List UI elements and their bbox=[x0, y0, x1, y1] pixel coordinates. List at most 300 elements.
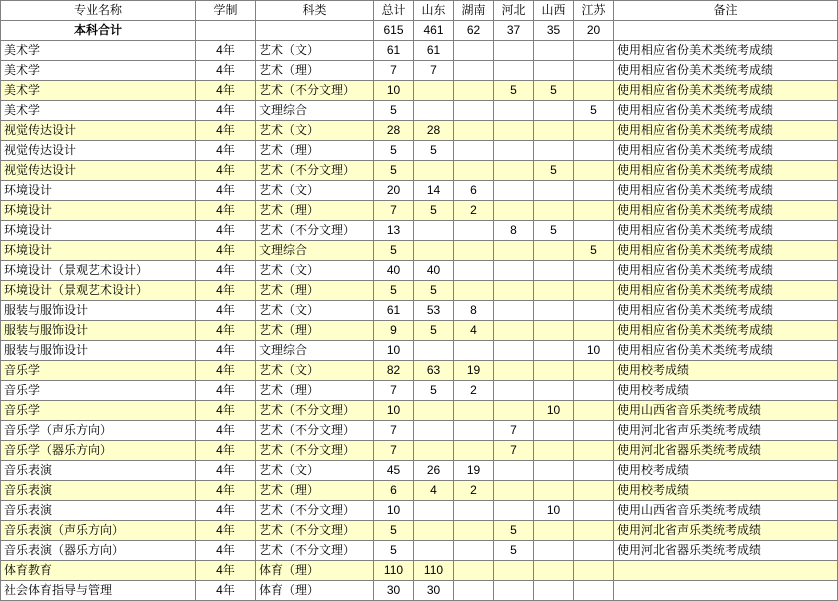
cell-province-1: 19 bbox=[454, 361, 494, 381]
table-row bbox=[1, 461, 838, 481]
cell-total: 20 bbox=[374, 181, 414, 201]
cell-length: 4年 bbox=[196, 581, 256, 601]
cell-length: 4年 bbox=[196, 221, 256, 241]
table-row bbox=[1, 401, 838, 421]
cell-province-1 bbox=[454, 541, 494, 561]
cell-province-4 bbox=[574, 481, 614, 501]
cell-total: 5 bbox=[374, 101, 414, 121]
cell-province-1: 2 bbox=[454, 201, 494, 221]
cell-province-0 bbox=[414, 521, 454, 541]
table-row bbox=[1, 441, 838, 461]
cell-category: 艺术（不分文理） bbox=[256, 521, 374, 541]
table-row bbox=[1, 541, 838, 561]
cell-province-4 bbox=[574, 581, 614, 601]
table-row bbox=[1, 481, 838, 501]
cell-province-1 bbox=[454, 141, 494, 161]
cell-note: 使用相应省份美术类统考成绩 bbox=[614, 321, 838, 341]
cell-province-2 bbox=[494, 501, 534, 521]
cell-province-2 bbox=[494, 61, 534, 81]
cell-province-4 bbox=[574, 181, 614, 201]
cell-note: 使用相应省份美术类统考成绩 bbox=[614, 201, 838, 221]
cell-length: 4年 bbox=[196, 241, 256, 261]
cell-province-3 bbox=[534, 361, 574, 381]
cell-length: 4年 bbox=[196, 401, 256, 421]
cell-note: 使用相应省份美术类统考成绩 bbox=[614, 41, 838, 61]
cell-note: 使用相应省份美术类统考成绩 bbox=[614, 61, 838, 81]
cell-province-2: 37 bbox=[494, 21, 534, 41]
cell-category: 艺术（理） bbox=[256, 201, 374, 221]
cell-note: 使用校考成绩 bbox=[614, 481, 838, 501]
cell-category: 艺术（理） bbox=[256, 281, 374, 301]
cell-province-3: 5 bbox=[534, 221, 574, 241]
cell-total: 5 bbox=[374, 281, 414, 301]
cell-major: 视觉传达设计 bbox=[1, 161, 196, 181]
cell-province-1 bbox=[454, 121, 494, 141]
cell-province-3 bbox=[534, 281, 574, 301]
cell-total: 61 bbox=[374, 301, 414, 321]
cell-note: 使用相应省份美术类统考成绩 bbox=[614, 161, 838, 181]
table-body bbox=[1, 21, 838, 601]
cell-total: 615 bbox=[374, 21, 414, 41]
cell-province-4: 20 bbox=[574, 21, 614, 41]
cell-note: 使用河北省器乐类统考成绩 bbox=[614, 541, 838, 561]
cell-length: 4年 bbox=[196, 541, 256, 561]
cell-province-1 bbox=[454, 401, 494, 421]
table-header bbox=[1, 1, 838, 21]
cell-category: 艺术（文） bbox=[256, 361, 374, 381]
cell-province-2 bbox=[494, 301, 534, 321]
cell-total: 5 bbox=[374, 521, 414, 541]
cell-province-3: 5 bbox=[534, 161, 574, 181]
cell-total: 9 bbox=[374, 321, 414, 341]
cell-category: 艺术（文） bbox=[256, 181, 374, 201]
table-row bbox=[1, 61, 838, 81]
cell-total: 10 bbox=[374, 401, 414, 421]
cell-major: 音乐表演 bbox=[1, 461, 196, 481]
cell-length: 4年 bbox=[196, 61, 256, 81]
cell-province-2 bbox=[494, 461, 534, 481]
cell-total: 10 bbox=[374, 501, 414, 521]
cell-category: 体育（理） bbox=[256, 581, 374, 601]
cell-province-0 bbox=[414, 441, 454, 461]
cell-province-0: 61 bbox=[414, 41, 454, 61]
cell-province-0: 5 bbox=[414, 281, 454, 301]
cell-province-0: 26 bbox=[414, 461, 454, 481]
cell-total: 5 bbox=[374, 141, 414, 161]
cell-province-1 bbox=[454, 441, 494, 461]
cell-total: 7 bbox=[374, 421, 414, 441]
cell-total: 7 bbox=[374, 381, 414, 401]
cell-province-0 bbox=[414, 161, 454, 181]
cell-length: 4年 bbox=[196, 141, 256, 161]
cell-major: 音乐表演（声乐方向） bbox=[1, 521, 196, 541]
cell-total: 10 bbox=[374, 341, 414, 361]
cell-province-1 bbox=[454, 241, 494, 261]
cell-province-4 bbox=[574, 61, 614, 81]
cell-province-4 bbox=[574, 221, 614, 241]
cell-province-2: 5 bbox=[494, 81, 534, 101]
cell-province-2 bbox=[494, 341, 534, 361]
cell-province-3: 5 bbox=[534, 81, 574, 101]
cell-note: 使用校考成绩 bbox=[614, 361, 838, 381]
cell-province-4 bbox=[574, 401, 614, 421]
cell-major: 美术学 bbox=[1, 101, 196, 121]
column-header-province-hebei: 河北 bbox=[494, 1, 534, 21]
cell-province-0: 30 bbox=[414, 581, 454, 601]
table-row bbox=[1, 181, 838, 201]
table-row bbox=[1, 101, 838, 121]
cell-length: 4年 bbox=[196, 181, 256, 201]
cell-province-4 bbox=[574, 461, 614, 481]
cell-note bbox=[614, 21, 838, 41]
cell-length: 4年 bbox=[196, 441, 256, 461]
cell-category: 艺术（文） bbox=[256, 41, 374, 61]
cell-total: 110 bbox=[374, 561, 414, 581]
cell-province-1 bbox=[454, 281, 494, 301]
cell-province-1 bbox=[454, 161, 494, 181]
cell-length: 4年 bbox=[196, 321, 256, 341]
cell-province-4 bbox=[574, 281, 614, 301]
cell-note: 使用河北省声乐类统考成绩 bbox=[614, 421, 838, 441]
table-row-total bbox=[1, 21, 838, 41]
cell-province-0: 40 bbox=[414, 261, 454, 281]
cell-province-4: 5 bbox=[574, 101, 614, 121]
cell-province-3 bbox=[534, 481, 574, 501]
cell-major: 音乐学 bbox=[1, 381, 196, 401]
cell-total: 5 bbox=[374, 161, 414, 181]
table-row bbox=[1, 501, 838, 521]
cell-total: 13 bbox=[374, 221, 414, 241]
cell-province-3 bbox=[534, 561, 574, 581]
cell-length: 4年 bbox=[196, 461, 256, 481]
cell-province-3 bbox=[534, 381, 574, 401]
column-header-province-shandong: 山东 bbox=[414, 1, 454, 21]
cell-note: 使用相应省份美术类统考成绩 bbox=[614, 81, 838, 101]
cell-total: 10 bbox=[374, 81, 414, 101]
cell-category: 艺术（文） bbox=[256, 261, 374, 281]
cell-province-0: 4 bbox=[414, 481, 454, 501]
cell-length: 4年 bbox=[196, 381, 256, 401]
cell-province-4 bbox=[574, 121, 614, 141]
column-header-note: 备注 bbox=[614, 1, 838, 21]
cell-length: 4年 bbox=[196, 421, 256, 441]
cell-note: 使用相应省份美术类统考成绩 bbox=[614, 181, 838, 201]
cell-province-1 bbox=[454, 41, 494, 61]
cell-length: 4年 bbox=[196, 41, 256, 61]
table-row bbox=[1, 241, 838, 261]
cell-province-1 bbox=[454, 341, 494, 361]
table-row bbox=[1, 81, 838, 101]
cell-major: 服装与服饰设计 bbox=[1, 301, 196, 321]
column-header-province-jiangsu: 江苏 bbox=[574, 1, 614, 21]
cell-province-1 bbox=[454, 521, 494, 541]
cell-province-3 bbox=[534, 421, 574, 441]
cell-province-4 bbox=[574, 441, 614, 461]
cell-province-0: 7 bbox=[414, 61, 454, 81]
cell-note: 使用相应省份美术类统考成绩 bbox=[614, 221, 838, 241]
table-row bbox=[1, 281, 838, 301]
cell-province-2: 8 bbox=[494, 221, 534, 241]
cell-category: 艺术（理） bbox=[256, 141, 374, 161]
cell-province-3 bbox=[534, 581, 574, 601]
cell-total: 28 bbox=[374, 121, 414, 141]
cell-province-2 bbox=[494, 101, 534, 121]
cell-major: 服装与服饰设计 bbox=[1, 321, 196, 341]
cell-major: 环境设计 bbox=[1, 221, 196, 241]
cell-province-0: 5 bbox=[414, 201, 454, 221]
cell-major: 音乐学（器乐方向） bbox=[1, 441, 196, 461]
cell-province-2 bbox=[494, 481, 534, 501]
table-row bbox=[1, 261, 838, 281]
cell-major: 音乐学（声乐方向） bbox=[1, 421, 196, 441]
cell-province-2 bbox=[494, 141, 534, 161]
cell-total: 82 bbox=[374, 361, 414, 381]
cell-major: 服装与服饰设计 bbox=[1, 341, 196, 361]
table-row bbox=[1, 321, 838, 341]
cell-province-3 bbox=[534, 541, 574, 561]
cell-major: 环境设计（景观艺术设计） bbox=[1, 261, 196, 281]
cell-major: 音乐表演 bbox=[1, 501, 196, 521]
cell-province-0: 5 bbox=[414, 381, 454, 401]
cell-major: 环境设计 bbox=[1, 241, 196, 261]
cell-province-4 bbox=[574, 201, 614, 221]
table-row bbox=[1, 361, 838, 381]
cell-category: 文理综合 bbox=[256, 341, 374, 361]
column-header-category: 科类 bbox=[256, 1, 374, 21]
cell-province-4 bbox=[574, 521, 614, 541]
cell-province-0: 5 bbox=[414, 141, 454, 161]
column-header-total: 总计 bbox=[374, 1, 414, 21]
cell-province-2 bbox=[494, 381, 534, 401]
cell-major: 体育教育 bbox=[1, 561, 196, 581]
cell-province-1: 8 bbox=[454, 301, 494, 321]
cell-province-4 bbox=[574, 561, 614, 581]
cell-province-0: 5 bbox=[414, 321, 454, 341]
cell-length: 4年 bbox=[196, 561, 256, 581]
cell-province-2 bbox=[494, 261, 534, 281]
cell-province-2: 7 bbox=[494, 421, 534, 441]
cell-province-4 bbox=[574, 261, 614, 281]
cell-province-0: 461 bbox=[414, 21, 454, 41]
cell-category: 文理综合 bbox=[256, 101, 374, 121]
cell-note: 使用相应省份美术类统考成绩 bbox=[614, 241, 838, 261]
cell-province-0 bbox=[414, 421, 454, 441]
cell-note: 使用相应省份美术类统考成绩 bbox=[614, 341, 838, 361]
cell-province-4 bbox=[574, 541, 614, 561]
cell-category: 艺术（理） bbox=[256, 481, 374, 501]
cell-note: 使用河北省器乐类统考成绩 bbox=[614, 441, 838, 461]
table-row bbox=[1, 201, 838, 221]
cell-province-4 bbox=[574, 421, 614, 441]
cell-note: 使用相应省份美术类统考成绩 bbox=[614, 281, 838, 301]
cell-category: 艺术（理） bbox=[256, 321, 374, 341]
cell-province-3 bbox=[534, 101, 574, 121]
cell-total: 5 bbox=[374, 541, 414, 561]
cell-province-3 bbox=[534, 321, 574, 341]
cell-category: 艺术（文） bbox=[256, 461, 374, 481]
cell-note: 使用相应省份美术类统考成绩 bbox=[614, 261, 838, 281]
cell-province-4 bbox=[574, 41, 614, 61]
cell-province-4 bbox=[574, 381, 614, 401]
cell-total: 30 bbox=[374, 581, 414, 601]
cell-province-2 bbox=[494, 41, 534, 61]
cell-category: 艺术（不分文理） bbox=[256, 81, 374, 101]
cell-province-0: 53 bbox=[414, 301, 454, 321]
cell-province-2: 7 bbox=[494, 441, 534, 461]
cell-province-3 bbox=[534, 241, 574, 261]
cell-province-3: 35 bbox=[534, 21, 574, 41]
cell-category bbox=[256, 21, 374, 41]
cell-length: 4年 bbox=[196, 361, 256, 381]
cell-province-0 bbox=[414, 101, 454, 121]
cell-major: 本科合计 bbox=[1, 21, 196, 41]
cell-major: 社会体育指导与管理 bbox=[1, 581, 196, 601]
cell-province-2 bbox=[494, 241, 534, 261]
cell-province-0 bbox=[414, 541, 454, 561]
cell-province-2: 5 bbox=[494, 541, 534, 561]
cell-province-2 bbox=[494, 581, 534, 601]
cell-province-1: 6 bbox=[454, 181, 494, 201]
cell-total: 7 bbox=[374, 201, 414, 221]
cell-province-2 bbox=[494, 201, 534, 221]
cell-province-4 bbox=[574, 321, 614, 341]
cell-major: 环境设计 bbox=[1, 181, 196, 201]
cell-province-0: 14 bbox=[414, 181, 454, 201]
column-header-province-hunan: 湖南 bbox=[454, 1, 494, 21]
cell-total: 45 bbox=[374, 461, 414, 481]
cell-note: 使用校考成绩 bbox=[614, 381, 838, 401]
cell-province-4 bbox=[574, 301, 614, 321]
cell-province-1 bbox=[454, 581, 494, 601]
cell-province-3 bbox=[534, 341, 574, 361]
cell-major: 环境设计（景观艺术设计） bbox=[1, 281, 196, 301]
cell-province-2: 5 bbox=[494, 521, 534, 541]
cell-category: 艺术（不分文理） bbox=[256, 161, 374, 181]
cell-category: 文理综合 bbox=[256, 241, 374, 261]
cell-province-1 bbox=[454, 81, 494, 101]
cell-province-3 bbox=[534, 301, 574, 321]
cell-province-3: 10 bbox=[534, 401, 574, 421]
table-row bbox=[1, 221, 838, 241]
cell-note: 使用相应省份美术类统考成绩 bbox=[614, 101, 838, 121]
cell-major: 音乐学 bbox=[1, 401, 196, 421]
cell-note: 使用山西省音乐类统考成绩 bbox=[614, 401, 838, 421]
cell-province-3 bbox=[534, 141, 574, 161]
table-row bbox=[1, 341, 838, 361]
cell-length: 4年 bbox=[196, 101, 256, 121]
cell-length bbox=[196, 21, 256, 41]
table-row bbox=[1, 121, 838, 141]
cell-length: 4年 bbox=[196, 81, 256, 101]
cell-province-0: 63 bbox=[414, 361, 454, 381]
cell-province-3 bbox=[534, 441, 574, 461]
cell-province-2 bbox=[494, 281, 534, 301]
cell-province-1 bbox=[454, 561, 494, 581]
cell-category: 艺术（不分文理） bbox=[256, 221, 374, 241]
cell-length: 4年 bbox=[196, 201, 256, 221]
cell-province-3 bbox=[534, 181, 574, 201]
cell-major: 音乐表演 bbox=[1, 481, 196, 501]
cell-category: 艺术（不分文理） bbox=[256, 501, 374, 521]
cell-major: 视觉传达设计 bbox=[1, 141, 196, 161]
cell-province-4: 5 bbox=[574, 241, 614, 261]
cell-total: 61 bbox=[374, 41, 414, 61]
cell-category: 艺术（不分文理） bbox=[256, 541, 374, 561]
cell-category: 艺术（理） bbox=[256, 381, 374, 401]
cell-total: 7 bbox=[374, 61, 414, 81]
column-header-province-shanxi: 山西 bbox=[534, 1, 574, 21]
cell-province-2 bbox=[494, 161, 534, 181]
cell-length: 4年 bbox=[196, 341, 256, 361]
cell-note: 使用河北省声乐类统考成绩 bbox=[614, 521, 838, 541]
cell-province-3 bbox=[534, 121, 574, 141]
cell-note: 使用相应省份美术类统考成绩 bbox=[614, 301, 838, 321]
cell-length: 4年 bbox=[196, 521, 256, 541]
cell-province-0 bbox=[414, 341, 454, 361]
cell-note bbox=[614, 561, 838, 581]
cell-province-0 bbox=[414, 81, 454, 101]
cell-province-2 bbox=[494, 321, 534, 341]
table-row bbox=[1, 521, 838, 541]
cell-province-1 bbox=[454, 261, 494, 281]
cell-province-1: 19 bbox=[454, 461, 494, 481]
table-row bbox=[1, 581, 838, 601]
cell-major: 视觉传达设计 bbox=[1, 121, 196, 141]
table-row bbox=[1, 301, 838, 321]
cell-category: 艺术（不分文理） bbox=[256, 401, 374, 421]
cell-province-0: 110 bbox=[414, 561, 454, 581]
cell-province-1 bbox=[454, 221, 494, 241]
cell-province-4 bbox=[574, 161, 614, 181]
cell-category: 艺术（不分文理） bbox=[256, 441, 374, 461]
cell-province-3: 10 bbox=[534, 501, 574, 521]
cell-province-4 bbox=[574, 81, 614, 101]
cell-major: 音乐表演（器乐方向） bbox=[1, 541, 196, 561]
table-row bbox=[1, 161, 838, 181]
cell-category: 艺术（文） bbox=[256, 301, 374, 321]
cell-province-0 bbox=[414, 501, 454, 521]
column-header-major: 专业名称 bbox=[1, 1, 196, 21]
cell-total: 6 bbox=[374, 481, 414, 501]
cell-length: 4年 bbox=[196, 161, 256, 181]
cell-province-4: 10 bbox=[574, 341, 614, 361]
table-header-row bbox=[1, 1, 838, 21]
cell-province-2 bbox=[494, 401, 534, 421]
cell-province-1: 2 bbox=[454, 481, 494, 501]
cell-major: 美术学 bbox=[1, 41, 196, 61]
table-row bbox=[1, 41, 838, 61]
cell-province-3 bbox=[534, 461, 574, 481]
cell-note: 使用相应省份美术类统考成绩 bbox=[614, 141, 838, 161]
cell-province-3 bbox=[534, 41, 574, 61]
cell-province-0: 28 bbox=[414, 121, 454, 141]
table-row bbox=[1, 561, 838, 581]
cell-major: 音乐学 bbox=[1, 361, 196, 381]
cell-province-4 bbox=[574, 141, 614, 161]
cell-province-2 bbox=[494, 561, 534, 581]
cell-note: 使用相应省份美术类统考成绩 bbox=[614, 121, 838, 141]
cell-total: 7 bbox=[374, 441, 414, 461]
cell-note: 使用山西省音乐类统考成绩 bbox=[614, 501, 838, 521]
cell-category: 体育（理） bbox=[256, 561, 374, 581]
cell-note bbox=[614, 581, 838, 601]
cell-major: 美术学 bbox=[1, 81, 196, 101]
cell-province-1 bbox=[454, 501, 494, 521]
cell-category: 艺术（不分文理） bbox=[256, 421, 374, 441]
cell-province-3 bbox=[534, 261, 574, 281]
table-row bbox=[1, 421, 838, 441]
cell-major: 环境设计 bbox=[1, 201, 196, 221]
